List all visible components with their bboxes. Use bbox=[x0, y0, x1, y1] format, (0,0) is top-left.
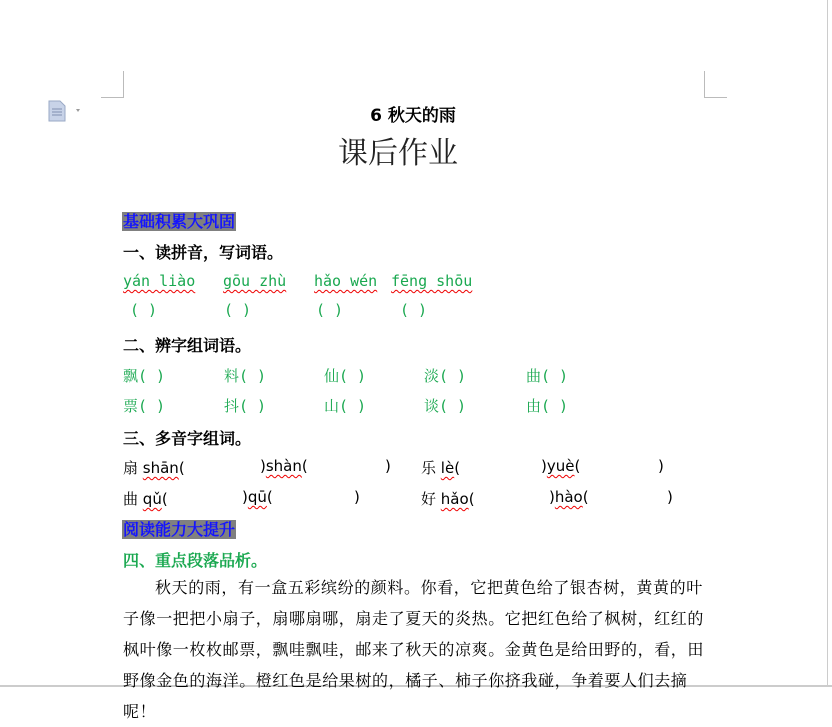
word-item: 由( ) bbox=[526, 397, 569, 415]
pinyin: shān bbox=[142, 459, 179, 477]
char: 曲 bbox=[123, 490, 139, 508]
pinyin: hǎo wén bbox=[314, 272, 378, 290]
q3-heading: 三、多音字组词。 bbox=[123, 429, 252, 448]
word-item: 飘( ) bbox=[123, 367, 166, 385]
paren: ( bbox=[468, 490, 475, 508]
word-item: 谈( ) bbox=[424, 397, 467, 415]
right-edge bbox=[827, 0, 828, 687]
word-item: 淡( ) bbox=[424, 367, 467, 385]
paren: ( bbox=[582, 488, 589, 506]
paren: ) bbox=[541, 457, 547, 475]
page-subtitle: 课后作业 bbox=[338, 136, 458, 171]
paren: ( bbox=[178, 459, 185, 477]
paren: ( bbox=[161, 490, 168, 508]
q2-heading: 二、辨字组词语。 bbox=[123, 336, 252, 355]
margin-corner-left bbox=[101, 71, 124, 98]
word-item: 料( ) bbox=[224, 367, 267, 385]
section-heading-reading: 阅读能力大提升 bbox=[123, 520, 236, 539]
paren: ( bbox=[301, 457, 308, 475]
char: 好 bbox=[421, 490, 437, 508]
reading-paragraph: 秋天的雨，有一盒五彩缤纷的颜料。你看，它把黄色给了银杏树，黄黄的叶子像一把把小扇子，扇哪扇哪，扇走了夏天的炎热。它把红色给了枫树，红红的枫叶像一枚枚邮票，飘哇飘哇，邮来了秋天的凉爽。金黄色是给田野的，看，田野像金色的海洋。橙红色是给果树的，橘子、柿子你挤我碰，争着要人们去摘呢！ bbox=[123, 578, 705, 721]
pinyin: hào bbox=[554, 488, 583, 506]
pinyin: hǎo bbox=[440, 490, 469, 508]
char: 乐 bbox=[421, 459, 437, 477]
pinyin: qǔ bbox=[142, 490, 162, 508]
pinyin: lè bbox=[440, 459, 455, 477]
pinyin: yán liào bbox=[123, 272, 196, 290]
q4-heading: 四、重点段落品析。 bbox=[123, 551, 268, 570]
char: 扇 bbox=[123, 459, 139, 477]
answer-blank[interactable]: ( ) bbox=[316, 301, 344, 319]
word-item: 票( ) bbox=[123, 397, 166, 415]
paren: ( bbox=[266, 488, 273, 506]
answer-blank[interactable]: ( ) bbox=[400, 301, 428, 319]
pinyin: gōu zhù bbox=[223, 272, 287, 290]
paren: ) bbox=[242, 488, 248, 506]
pinyin: shàn bbox=[265, 457, 302, 475]
section-heading-basics: 基础积累大巩固 bbox=[123, 212, 236, 231]
paren: ( bbox=[454, 459, 461, 477]
pinyin: qū bbox=[247, 488, 267, 506]
lesson-title: 6 秋天的雨 bbox=[370, 106, 456, 126]
paren: ) bbox=[354, 488, 360, 506]
paren: ) bbox=[658, 457, 664, 475]
answer-blank[interactable]: ( ) bbox=[224, 301, 252, 319]
paren: ) bbox=[385, 457, 391, 475]
paren: ) bbox=[667, 488, 673, 506]
margin-corner-right bbox=[704, 71, 727, 98]
paren: ( bbox=[574, 457, 581, 475]
q1-heading: 一、读拼音，写词语。 bbox=[123, 243, 284, 262]
paren: ) bbox=[549, 488, 555, 506]
word-item: 仙( ) bbox=[324, 367, 367, 385]
answer-blank[interactable]: ( ) bbox=[130, 301, 158, 319]
word-item: 山( ) bbox=[324, 397, 367, 415]
pinyin: yuè bbox=[546, 457, 575, 475]
word-item: 抖( ) bbox=[224, 397, 267, 415]
paren: ) bbox=[260, 457, 266, 475]
word-item: 曲( ) bbox=[526, 367, 569, 385]
pinyin: fēng shōu bbox=[391, 272, 473, 290]
